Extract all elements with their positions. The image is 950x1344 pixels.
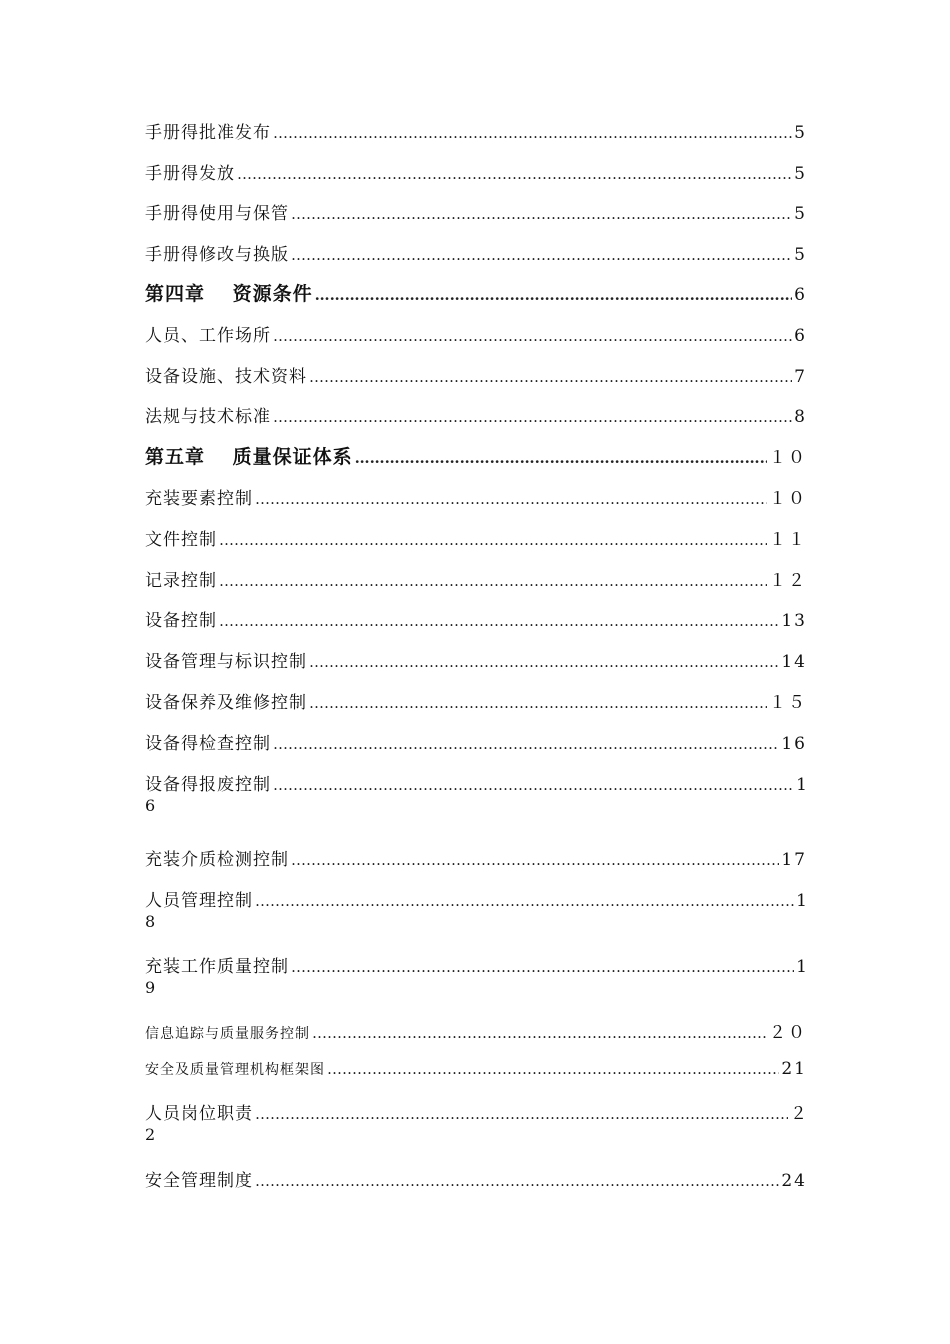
- dot-leader: [255, 1105, 788, 1123]
- toc-page-number: 5: [794, 123, 807, 143]
- toc-entry[interactable]: [145, 1059, 807, 1079]
- toc-entry[interactable]: [145, 1166, 807, 1191]
- dot-leader: [273, 408, 792, 426]
- toc-page-number: 1: [796, 775, 807, 795]
- dot-leader: [255, 1172, 779, 1190]
- dot-leader: [315, 286, 793, 304]
- toc-page-number: １０: [769, 489, 807, 509]
- toc-page-number: 5: [794, 164, 807, 184]
- toc-entry[interactable]: [145, 688, 807, 713]
- toc-entry[interactable]: [145, 647, 807, 672]
- toc-entry-wrapped[interactable]: [145, 770, 807, 816]
- toc-entry[interactable]: [145, 159, 807, 184]
- toc-page-number: 7: [794, 367, 807, 387]
- dot-leader: [309, 694, 767, 712]
- toc-entry-title: 设备控制: [145, 611, 217, 631]
- toc-entry-title: 手册得批准发布: [145, 123, 271, 143]
- toc-entry-title: 充装工作质量控制: [145, 957, 289, 977]
- toc-entry-title: 文件控制: [145, 530, 217, 550]
- toc-entry-title: 信息追踪与质量服务控制: [145, 1026, 310, 1042]
- toc-page-number: 14: [781, 652, 807, 672]
- toc-entry-title: 法规与技术标准: [145, 407, 271, 427]
- toc-entry-title: 人员岗位职责: [145, 1104, 253, 1124]
- toc-entry[interactable]: [145, 566, 807, 591]
- toc-page-number: 13: [781, 611, 807, 631]
- toc-entry[interactable]: [145, 845, 807, 870]
- toc-page-number-wrap: 6: [145, 796, 156, 815]
- dot-leader: [327, 1060, 779, 1078]
- toc-entry[interactable]: [145, 729, 807, 754]
- toc-entry-title: 设备设施、技术资料: [145, 367, 307, 387]
- dot-leader: [309, 368, 792, 386]
- toc-page-number: 5: [794, 245, 807, 265]
- toc-entry[interactable]: [145, 525, 807, 550]
- toc-page-number: ２０: [769, 1023, 807, 1043]
- toc-page-number: 5: [794, 204, 807, 224]
- dot-leader: [309, 653, 779, 671]
- toc-entry-wrapped[interactable]: [145, 1099, 807, 1145]
- toc-entry: [145, 952, 807, 977]
- dot-leader: [273, 327, 792, 345]
- toc-entry-title: 设备得检查控制: [145, 734, 271, 754]
- toc-entry: [145, 886, 807, 911]
- toc-page-number: 8: [794, 407, 807, 427]
- toc-entry-wrapped[interactable]: [145, 886, 807, 932]
- toc-entry-title: 设备保养及维修控制: [145, 693, 307, 713]
- toc-page-number-wrap: 2: [145, 1125, 156, 1144]
- toc-chapter-entry[interactable]: [145, 442, 807, 469]
- toc-entry: [145, 770, 807, 795]
- toc-entry-title: 手册得发放: [145, 164, 235, 184]
- toc-entry-title: 充装介质检测控制: [145, 850, 289, 870]
- dot-leader: [219, 572, 767, 590]
- toc-entry-title: 人员、工作场所: [145, 326, 271, 346]
- toc-entry-title: 设备得报废控制: [145, 775, 271, 795]
- toc-page-number-wrap: 8: [145, 912, 156, 931]
- dot-leader: [219, 531, 767, 549]
- toc-entry-wrapped[interactable]: [145, 952, 807, 998]
- toc-chapter-title: 第五章 质量保证体系: [145, 446, 353, 468]
- toc-entry[interactable]: [145, 118, 807, 143]
- dot-leader: [291, 958, 794, 976]
- toc-page-number: １１: [769, 530, 807, 550]
- toc-page-number: 6: [794, 285, 807, 305]
- dot-leader: [237, 165, 792, 183]
- toc-entry-title: 人员管理控制: [145, 891, 253, 911]
- toc-page-number: １２: [769, 571, 807, 591]
- dot-leader: [355, 449, 767, 467]
- dot-leader: [273, 124, 792, 142]
- toc-page-number: 24: [781, 1171, 807, 1191]
- toc-entry[interactable]: [145, 362, 807, 387]
- toc-entry[interactable]: [145, 402, 807, 427]
- toc-entry-title: 充装要素控制: [145, 489, 253, 509]
- toc-chapter-entry[interactable]: [145, 279, 807, 306]
- dot-leader: [273, 776, 794, 794]
- toc-entry: [145, 1099, 807, 1124]
- toc-page-number: １５: [769, 693, 807, 713]
- toc-page-number: 1: [796, 957, 807, 977]
- toc-page-number: ２: [790, 1104, 807, 1124]
- toc-entry-title: 设备管理与标识控制: [145, 652, 307, 672]
- dot-leader: [291, 246, 792, 264]
- toc-page-number: １０: [769, 448, 807, 468]
- toc-chapter-title: 第四章 资源条件: [145, 283, 313, 305]
- toc-entry[interactable]: [145, 484, 807, 509]
- toc-entry[interactable]: [145, 606, 807, 631]
- toc-entry[interactable]: [145, 240, 807, 265]
- toc-entry-title: 记录控制: [145, 571, 217, 591]
- toc-page-number-wrap: 9: [145, 978, 156, 997]
- toc-page-number: 16: [781, 734, 807, 754]
- toc-page-number: 1: [796, 891, 807, 911]
- toc-entry[interactable]: [145, 199, 807, 224]
- toc-entry-title: 手册得修改与换版: [145, 245, 289, 265]
- toc-entry-title: 安全管理制度: [145, 1171, 253, 1191]
- dot-leader: [273, 735, 779, 753]
- toc-page-number: 6: [794, 326, 807, 346]
- toc-entry[interactable]: [145, 1018, 807, 1043]
- dot-leader: [255, 892, 794, 910]
- toc-entry[interactable]: [145, 321, 807, 346]
- dot-leader: [312, 1024, 767, 1042]
- toc-entry-title: 手册得使用与保管: [145, 204, 289, 224]
- dot-leader: [255, 490, 767, 508]
- toc-page-number: 21: [781, 1059, 807, 1079]
- toc-page-number: 17: [781, 850, 807, 870]
- toc-entry-title: 安全及质量管理机构框架图: [145, 1062, 325, 1078]
- dot-leader: [291, 205, 792, 223]
- dot-leader: [219, 612, 779, 630]
- dot-leader: [291, 851, 779, 869]
